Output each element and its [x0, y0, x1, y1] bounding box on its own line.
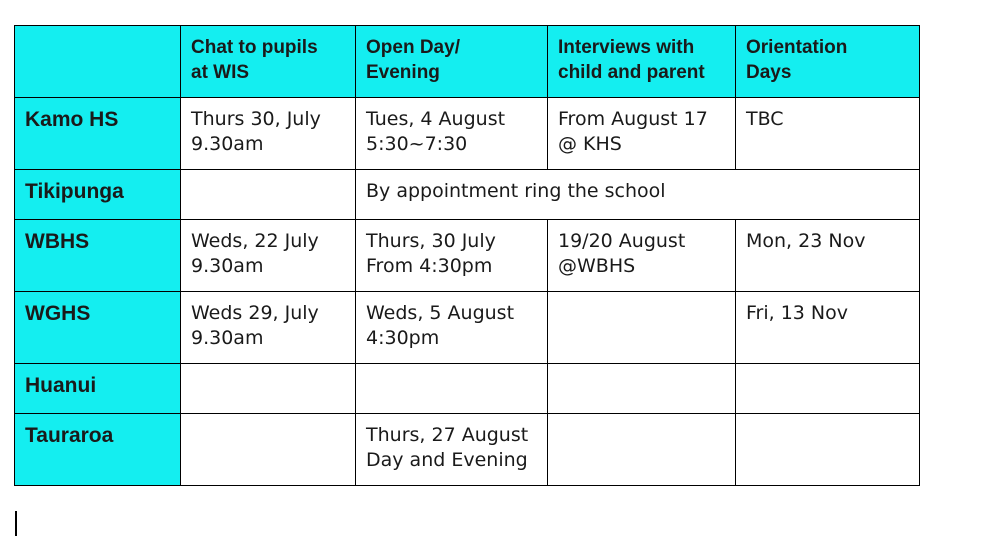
open-day-cell	[356, 364, 548, 414]
appointment-note-cell: By appointment ring the school	[356, 170, 920, 220]
open-day-cell: Thurs, 27 August Day and Evening	[356, 414, 548, 486]
orientation-cell: TBC	[736, 98, 920, 170]
interviews-cell: From August 17 @ KHS	[548, 98, 736, 170]
chat-cell	[181, 414, 356, 486]
header-row	[15, 26, 920, 98]
chat-cell: Thurs 30, July 9.30am	[181, 98, 356, 170]
orientation-cell: Fri, 13 Nov	[736, 292, 920, 364]
school-name: Huanui	[15, 364, 181, 414]
header-orientation: Orientation Days	[736, 26, 920, 98]
open-day-cell: Tues, 4 August 5:30~7:30	[356, 98, 548, 170]
header-chat-to-pupils: Chat to pupils at WIS	[181, 26, 356, 98]
interviews-cell	[548, 364, 736, 414]
table-row	[15, 364, 920, 414]
chat-cell	[181, 170, 356, 220]
school-name: WGHS	[15, 292, 181, 364]
table-row	[15, 170, 920, 220]
table-row	[15, 98, 920, 170]
school-name: Kamo HS	[15, 98, 181, 170]
chat-cell: Weds 29, July 9.30am	[181, 292, 356, 364]
school-name: WBHS	[15, 220, 181, 292]
header-open-day: Open Day/ Evening	[356, 26, 548, 98]
interviews-cell	[548, 414, 736, 486]
orientation-cell	[736, 364, 920, 414]
school-name: Tikipunga	[15, 170, 181, 220]
chat-cell: Weds, 22 July 9.30am	[181, 220, 356, 292]
orientation-cell	[736, 414, 920, 486]
table-row	[15, 220, 920, 292]
interviews-cell	[548, 292, 736, 364]
text-cursor[interactable]	[15, 511, 17, 536]
orientation-cell: Mon, 23 Nov	[736, 220, 920, 292]
open-day-cell: Thurs, 30 July From 4:30pm	[356, 220, 548, 292]
interviews-cell: 19/20 August @WBHS	[548, 220, 736, 292]
school-name: Tauraroa	[15, 414, 181, 486]
open-day-cell: Weds, 5 August 4:30pm	[356, 292, 548, 364]
schedule-table	[14, 25, 920, 486]
table-row	[15, 414, 920, 486]
header-interviews: Interviews with child and parent	[548, 26, 736, 98]
chat-cell	[181, 364, 356, 414]
table-row	[15, 292, 920, 364]
header-corner-cell	[15, 26, 181, 98]
